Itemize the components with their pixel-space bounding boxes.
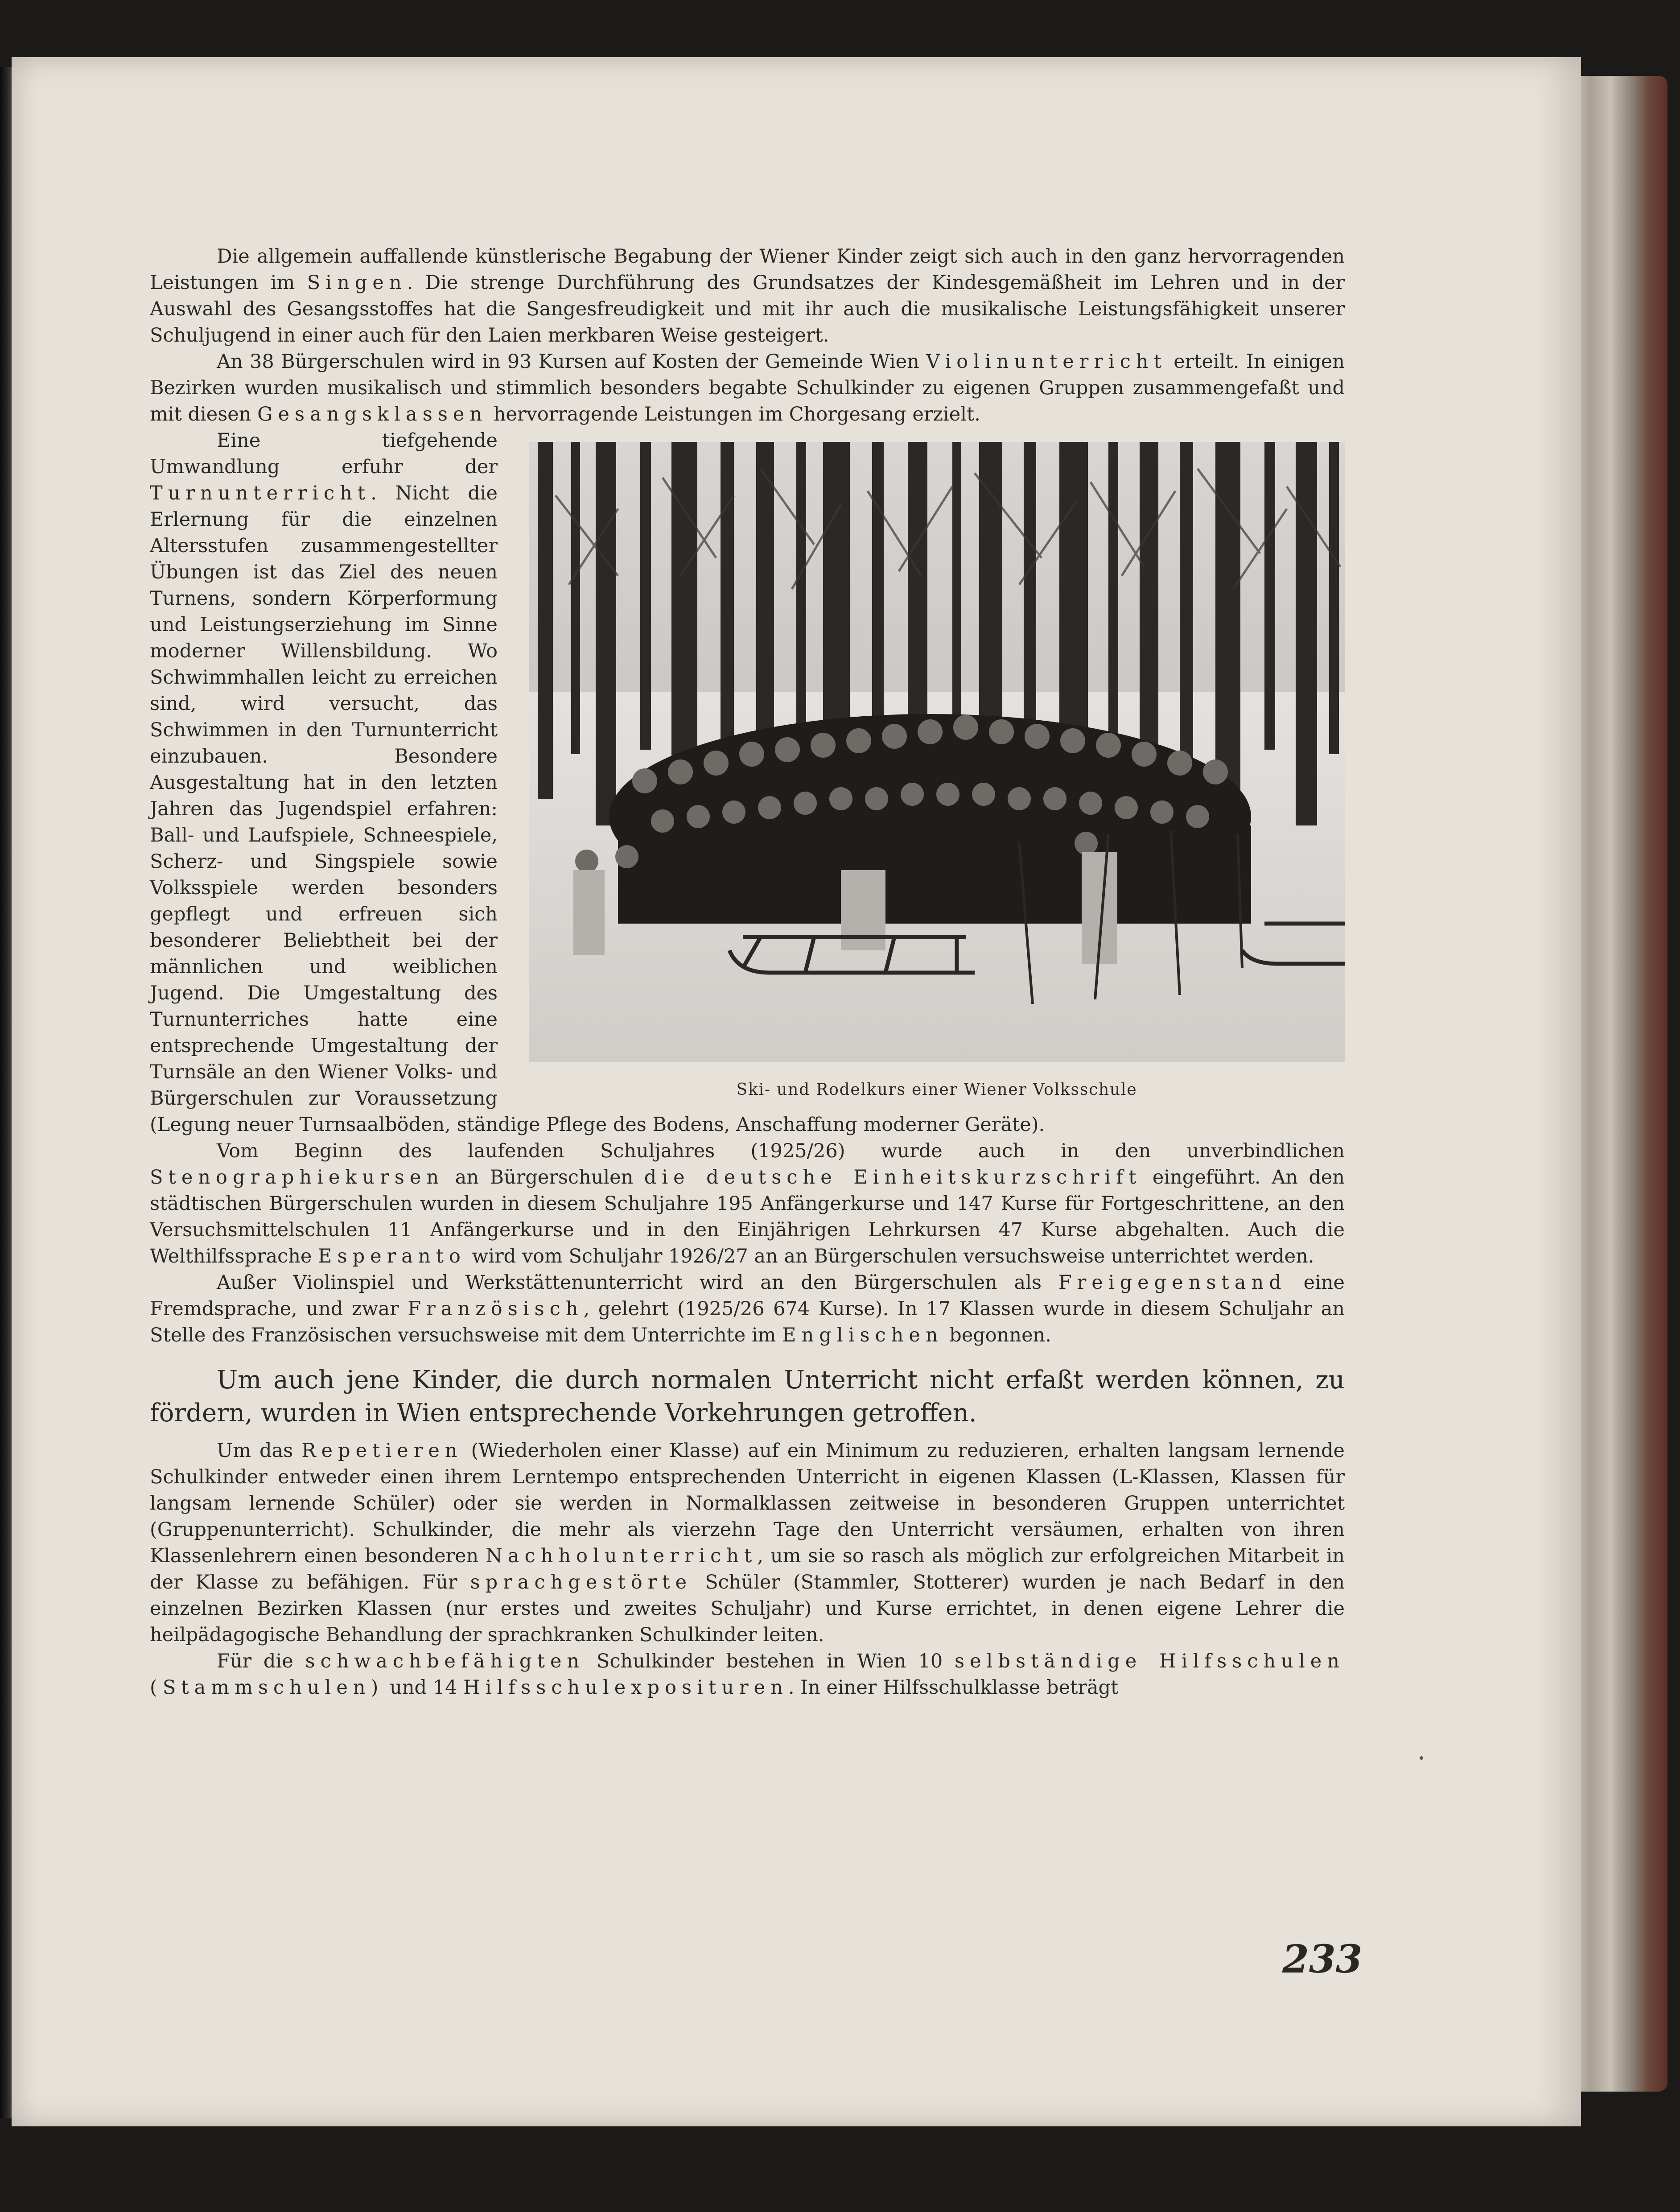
text-run: An 38 Bürgerschulen wird in 93 Kursen auf Kosten der Gemeinde Wien — [217, 351, 926, 373]
text-run: . Nicht die Erlernung für die einzelnen Altersstufen zusammengestellter Übungen ist das Ziel des neuen Turnens, sondern Körperformung und Leistungserziehung im Sinne moderner Willensbildung. Wo Schwimmhallen leicht zu erreichen sind, wird versucht, das Schwimmen in den Turnunterricht einzubauen. Besondere Ausgestaltung hat in den letzten Jahren das Jugendspiel erfahren: Ball- und Laufspiele, Schneespiele, Scherz- und Singspiele sowie Volksspiele werden besonders gepflegt und erfreuen sich besonderer Beliebtheit bei der männlichen und weiblichen Jugend. Die Umgestaltung des Turnunterriches hatte eine entsprechende Umgestaltung der Turnsäle an den Wiener Volks- und Bürgerschulen zur Voraussetzung (Legung neuer Turnsaalböden, ständige Pflege des Bodens, Anschaffung moderner Geräte). — [150, 482, 1045, 1136]
spaced-term-schwachbefaehigten: schwachbefähigten — [305, 1650, 585, 1672]
paragraph-repetition — [150, 1438, 1345, 1648]
text-run: eingeführt. An den städtischen Bürgerschulen wurden in diesem Schuljahre 195 Anfängerkurse und 147 Kurse für Fortgeschrittene, an den Versuchsmittelschulen 11 Anfängerkurse und in den Einjährigen Lehrkursen 47 Kurse abgehalten. Auch die Welthilfssprache — [150, 1166, 1345, 1267]
ski-course-photo — [529, 442, 1345, 1062]
spaced-term-singen: Singen — [307, 272, 407, 294]
spaced-term-repetieren: Repetieren — [301, 1440, 463, 1462]
photo-illustration — [529, 442, 1345, 1062]
spaced-term-violinunterricht: Violinunterricht — [926, 351, 1167, 373]
paragraph-violin — [150, 349, 1345, 428]
spaced-term-gesangsklassen: Gesangsklassen — [257, 403, 488, 425]
text-run: Für die — [217, 1650, 305, 1672]
text-run: Schulkinder bestehen in Wien 10 — [585, 1650, 955, 1672]
text-run: eine Fremdsprache, und zwar — [150, 1271, 1345, 1320]
paragraph-special-schools — [150, 1648, 1345, 1701]
book-spine-left — [0, 67, 12, 2118]
text-run: Die allgemein auffallende künstlerische Begabung der Wiener Kinder zeigt sich auch in den ganz hervorragenden Leistungen im — [150, 245, 1345, 294]
text-run: Schüler (Stammler, Stotterer) wurden je nach Bedarf in den einzelnen Bezirken Klassen (nur erstes und zweites Schuljahr) und Kurse errichtet, in denen eigene Lehrer die heilpädagogische Behandlung der sprachkranken Schulkinder leiten. — [150, 1571, 1345, 1646]
spaced-term-einheitskurzschrift: die deutsche Einheitskurzschrift — [644, 1166, 1142, 1189]
page-text-block — [150, 243, 1345, 1701]
text-run: Vom Beginn des laufenden Schuljahres (1925/26) wurde auch in den unverbindlichen — [217, 1140, 1345, 1162]
text-run: . Die strenge Durchführung des Grundsatzes der Kindesgemäßheit im Lehren und in der Auswahl des Gesangsstoffes hat die Sangesfreudigkeit und mit ihr auch die musikalische Leistungsfähigkeit unserer Schuljugend in einer auch für den Laien merkbaren Weise gesteigert. — [150, 272, 1345, 347]
text-run: Außer Violinspiel und Werkstättenunterricht wird an den Bürgerschulen als — [217, 1271, 1058, 1294]
page-number: 233 — [1282, 1937, 1363, 1982]
spaced-term-englischen: Englischen — [782, 1324, 943, 1346]
spaced-term-sprachgestoerte: sprachgestörte — [470, 1571, 692, 1593]
photo-figure — [529, 442, 1345, 1101]
text-run: Eine tiefgehende Umwandlung erfuhr der — [150, 429, 498, 478]
text-run: , gelehrt (1925/26 674 Kurse). In 17 Klassen wurde in diesem Schuljahr an Stelle des Französischen versuchsweise mit dem Unterrichte im — [150, 1298, 1345, 1346]
paragraph-singing — [150, 243, 1345, 349]
spaced-term-nachholunterricht: Nachholunterricht — [486, 1545, 758, 1567]
paragraph-languages — [150, 1270, 1345, 1349]
spaced-term-stenographiekursen: Stenographiekursen — [150, 1166, 445, 1189]
print-speck — [1420, 1756, 1423, 1760]
spaced-term-hilfsschulen: selbständige Hilfsschulen (Stammschulen) — [150, 1650, 1345, 1699]
text-run: an Bürgerschulen — [444, 1166, 644, 1189]
text-run: (Wiederholen einer Klasse) auf ein Minimum zu reduzieren, erhalten langsam lernende Schulkinder entweder einen ihrem Lerntempo entsprechenden Unterricht in eigenen Klassen (L-Klassen, Klassen für langsam lernende Schüler) oder sie werden in Normalklassen zeitweise in besonderen Gruppen unterrichtet (Gruppenunterricht). Schulkinder, die mehr als vierzehn Tage den Unterricht versäumen, erhalten von ihren Klassenlehrern einen besonderen — [150, 1440, 1345, 1567]
book-page — [12, 57, 1581, 2126]
lead-sentence: Um auch jene Kinder, die durch normalen Unterricht nicht erfaßt werden können, zu fördern, wurden in Wien entsprechende Vorkehrungen getroffen. — [150, 1366, 1345, 1428]
spaced-term-hilfsschulexposituren: Hilfsschulexposituren — [463, 1676, 788, 1699]
text-run: . In einer Hilfsschulklasse beträgt — [788, 1676, 1119, 1699]
spaced-term-turnunterricht: Turnunterricht — [150, 482, 371, 504]
spaced-term-esperanto: Esperanto — [318, 1245, 466, 1267]
text-run: wird vom Schuljahr 1926/27 an an Bürgerschulen versuchsweise unterrichtet werden. — [465, 1245, 1314, 1267]
text-run: und 14 — [383, 1676, 464, 1699]
text-run: begonnen. — [943, 1324, 1051, 1346]
text-run: Um das — [217, 1440, 302, 1462]
photo-caption: Ski- und Rodelkurs einer Wiener Volksschule — [736, 1081, 1137, 1099]
text-run: erteilt. In einigen Bezirken wurden musikalisch und stimmlich besonders begabte Schulkinder zu eigenen Gruppen zusammengefaßt und mit diesen — [150, 351, 1345, 425]
text-run: hervorragende Leistungen im Chorgesang erzielt. — [487, 403, 980, 425]
text-run: , um sie so rasch als möglich zur erfolgreichen Mitarbeit in der Klasse zu befähigen. Für — [150, 1545, 1345, 1593]
spaced-term-franzoesisch: Französisch — [408, 1298, 584, 1320]
paragraph-stenography — [150, 1138, 1345, 1270]
spaced-term-freigegenstand: Freigegenstand — [1058, 1271, 1287, 1294]
